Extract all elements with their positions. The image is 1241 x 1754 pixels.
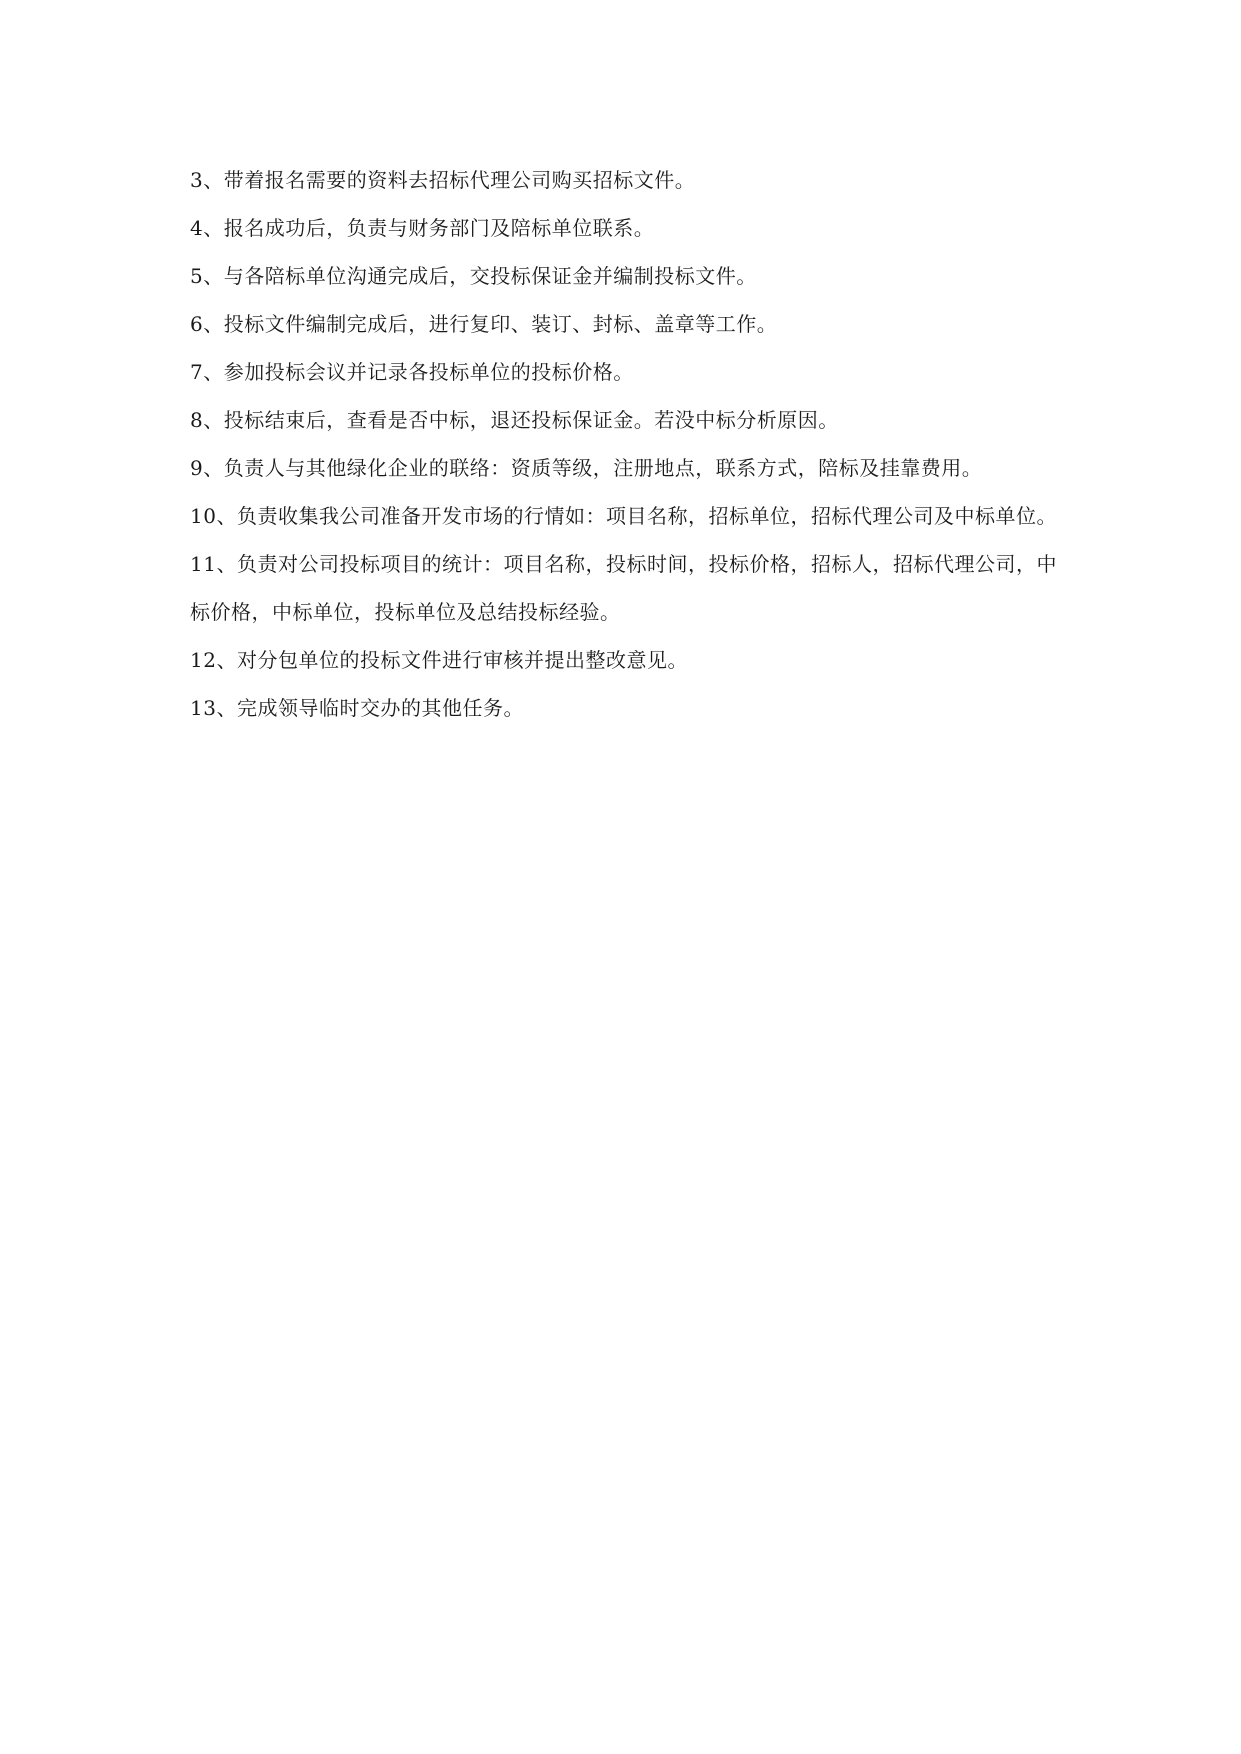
- list-item: 12、对分包单位的投标文件进行审核并提出整改意见。: [190, 648, 688, 672]
- list-item: 10、负责收集我公司准备开发市场的行情如：项目名称，招标单位，招标代理公司及中标单位。: [190, 504, 1057, 528]
- list-item: 8、投标结束后，查看是否中标，退还投标保证金。若没中标分析原因。: [190, 408, 839, 432]
- list-item: 9、负责人与其他绿化企业的联络：资质等级，注册地点，联系方式，陪标及挂靠费用。: [190, 456, 983, 480]
- list-item: 6、投标文件编制完成后，进行复印、装订、封标、盖章等工作。: [190, 312, 778, 336]
- list-item: 7、参加投标会议并记录各投标单位的投标价格。: [190, 360, 634, 384]
- list-item: 11、负责对公司投标项目的统计：项目名称，投标时间，投标价格，招标人，招标代理公司，中标价格，中标单位，投标单位及总结投标经验。: [190, 552, 1057, 624]
- duty-list: [190, 156, 1060, 732]
- list-item: 5、与各陪标单位沟通完成后，交投标保证金并编制投标文件。: [190, 264, 757, 288]
- list-item: 3、带着报名需要的资料去招标代理公司购买招标文件。: [190, 168, 696, 192]
- list-item: 4、报名成功后，负责与财务部门及陪标单位联系。: [190, 216, 655, 240]
- list-item: 13、完成领导临时交办的其他任务。: [190, 696, 524, 720]
